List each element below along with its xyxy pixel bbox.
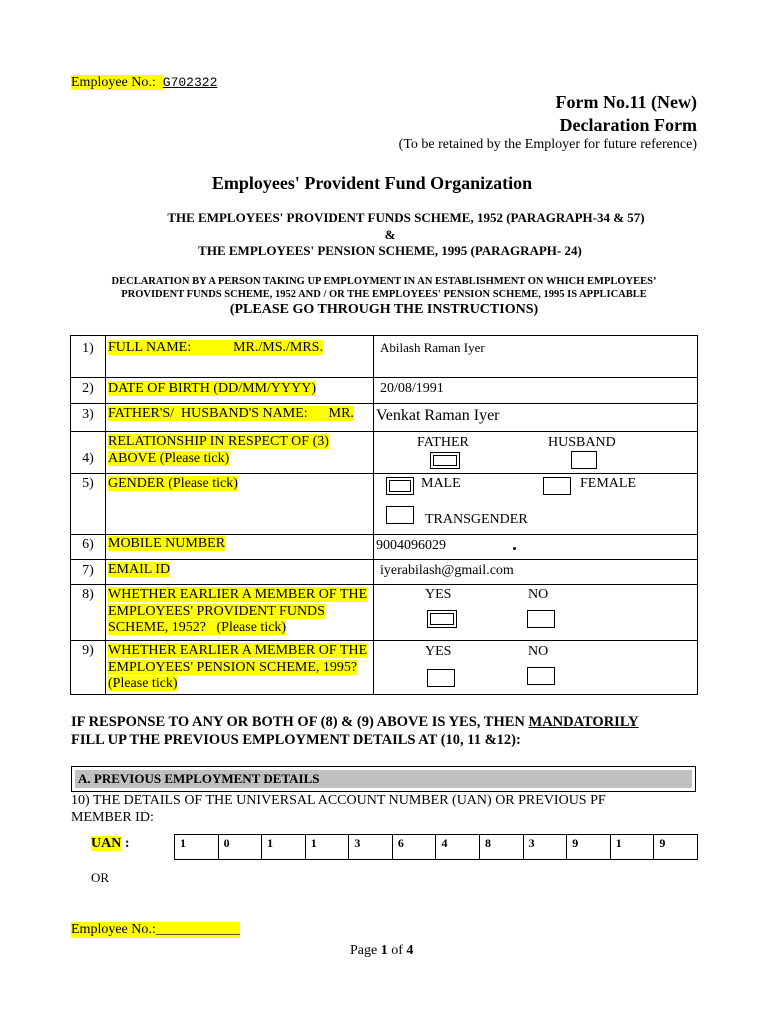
- row-9-label: WHETHER EARLIER A MEMBER OF THE EMPLOYEES' PENSION SCHEME, 1995? (Please tick): [108, 643, 368, 691]
- uan-digit-cell[interactable]: 3: [524, 835, 568, 859]
- scheme-2: THE EMPLOYEES' PENSION SCHEME, 1995 (PARAGRAPH- 24): [198, 243, 582, 258]
- scheme-1: THE EMPLOYEES' PROVIDENT FUNDS SCHEME, 1952 (PARAGRAPH-34 & 57): [167, 210, 645, 225]
- uan-digit-cell[interactable]: 9: [659, 836, 666, 850]
- uan-digit-cell[interactable]: 1: [306, 835, 350, 859]
- declaration-line-1: DECLARATION BY A PERSON TAKING UP EMPLOYMENT IN AN ESTABLISHMENT ON WHICH EMPLOYEES’: [111, 276, 657, 287]
- gender-transgender-checkbox[interactable]: [386, 506, 414, 524]
- uan-grid: [174, 834, 698, 860]
- form-number: Form No.11 (New): [555, 92, 697, 112]
- gender-female-checkbox[interactable]: [543, 477, 571, 495]
- gender-male-checkbox[interactable]: [386, 477, 414, 495]
- row-9-number: 9): [82, 643, 94, 658]
- relationship-father-checkbox[interactable]: [430, 452, 460, 469]
- or-label: OR: [91, 870, 110, 885]
- row-1-label: FULL NAME: MR./MS./MRS.: [108, 340, 323, 355]
- uan-digit-cell[interactable]: 3: [349, 835, 393, 859]
- row-6-number: 6): [82, 537, 94, 552]
- section-a-title: A. PREVIOUS EMPLOYMENT DETAILS: [75, 770, 692, 788]
- row-1-number: 1): [82, 341, 94, 356]
- row-8-label: WHETHER EARLIER A MEMBER OF THE EMPLOYEES' PROVIDENT FUNDS SCHEME, 1952? (Please tick): [108, 587, 368, 635]
- previous-employment-notice: IF RESPONSE TO ANY OR BOTH OF (8) & (9) ABOVE IS YES, THEN MANDATORILY FILL UP THE PREVIOUS EMPLOYMENT DETAILS AT (10, 11 &12):: [71, 714, 639, 748]
- uan-digit-cell[interactable]: 9: [567, 835, 611, 859]
- section-a-header: [71, 766, 696, 792]
- uan-digit-cell[interactable]: 1: [611, 835, 655, 859]
- question-10: 10) THE DETAILS OF THE UNIVERSAL ACCOUNT NUMBER (UAN) OR PREVIOUS PF MEMBER ID:: [71, 793, 606, 825]
- eps-member-yes-checkbox[interactable]: [427, 669, 455, 687]
- epf-member-no-label: NO: [528, 587, 549, 602]
- uan-digit-cell[interactable]: 8: [480, 835, 524, 859]
- org-name: Employees' Provident Fund Organization: [211, 173, 533, 193]
- email-value[interactable]: iyerabilash@gmail.com: [380, 563, 514, 578]
- row-4-label: RELATIONSHIP IN RESPECT OF (3) ABOVE (Please tick): [108, 434, 329, 466]
- row-3-label: FATHER'S/ HUSBAND'S NAME: MR.: [108, 406, 354, 421]
- dob-value[interactable]: 20/08/1991: [380, 381, 444, 396]
- row-7-number: 7): [82, 563, 94, 578]
- uan-label: UAN :: [91, 836, 130, 851]
- eps-member-no-label: NO: [528, 644, 549, 659]
- full-name-value[interactable]: Abilash Raman Iyer: [380, 340, 485, 355]
- employee-no-footer: Employee No.:____________: [71, 922, 240, 937]
- row-5-number: 5): [82, 476, 94, 491]
- relationship-father-label: FATHER: [417, 435, 469, 450]
- declaration-line-2: PROVIDENT FUNDS SCHEME, 1952 AND / OR THE EMPLOYEES' PENSION SCHEME, 1995 IS APPLICABLE: [121, 289, 647, 300]
- relationship-husband-label: HUSBAND: [548, 435, 616, 450]
- stray-dot: [513, 547, 516, 550]
- epf-member-yes-checkbox[interactable]: [427, 610, 457, 628]
- row-7-label: EMAIL ID: [108, 562, 171, 577]
- form-note: (To be retained by the Employer for future reference): [398, 137, 697, 152]
- page-number: Page 1 of 4: [350, 943, 414, 958]
- relationship-husband-checkbox[interactable]: [571, 451, 597, 469]
- uan-digit-cell[interactable]: 4: [436, 835, 480, 859]
- row-2-label: DATE OF BIRTH (DD/MM/YYYY): [108, 381, 316, 396]
- row-4-number: 4): [82, 451, 94, 466]
- row-5-label: GENDER (Please tick): [108, 476, 238, 491]
- epf-member-yes-label: YES: [425, 587, 452, 602]
- epf-member-no-checkbox[interactable]: [527, 610, 555, 628]
- employee-no-value: G702322: [162, 75, 218, 90]
- employee-no-header: [71, 75, 217, 91]
- uan-digit-cell[interactable]: 1: [262, 835, 306, 859]
- eps-member-no-checkbox[interactable]: [527, 667, 555, 685]
- scheme-ampersand: &: [384, 227, 396, 242]
- row-2-number: 2): [82, 381, 94, 396]
- row-6-label: MOBILE NUMBER: [108, 536, 226, 551]
- gender-male-label: MALE: [421, 476, 461, 491]
- uan-digit-cell[interactable]: 1: [175, 835, 219, 859]
- uan-digit-cell[interactable]: 0: [219, 835, 263, 859]
- declaration-table: [70, 335, 698, 695]
- eps-member-yes-label: YES: [425, 644, 452, 659]
- gender-female-label: FEMALE: [580, 476, 636, 491]
- row-8-number: 8): [82, 587, 94, 602]
- uan-digit-cell[interactable]: 6: [393, 835, 437, 859]
- employee-no-label: Employee No.:: [71, 75, 156, 90]
- row-3-number: 3): [82, 407, 94, 422]
- form-title: Declaration Form: [559, 115, 697, 135]
- instructions-note: (PLEASE GO THROUGH THE INSTRUCTIONS): [229, 302, 539, 317]
- gender-transgender-label: TRANSGENDER: [425, 512, 528, 527]
- mobile-number-value[interactable]: 9004096029: [376, 538, 446, 553]
- father-husband-name-value[interactable]: Venkat Raman Iyer: [376, 407, 500, 424]
